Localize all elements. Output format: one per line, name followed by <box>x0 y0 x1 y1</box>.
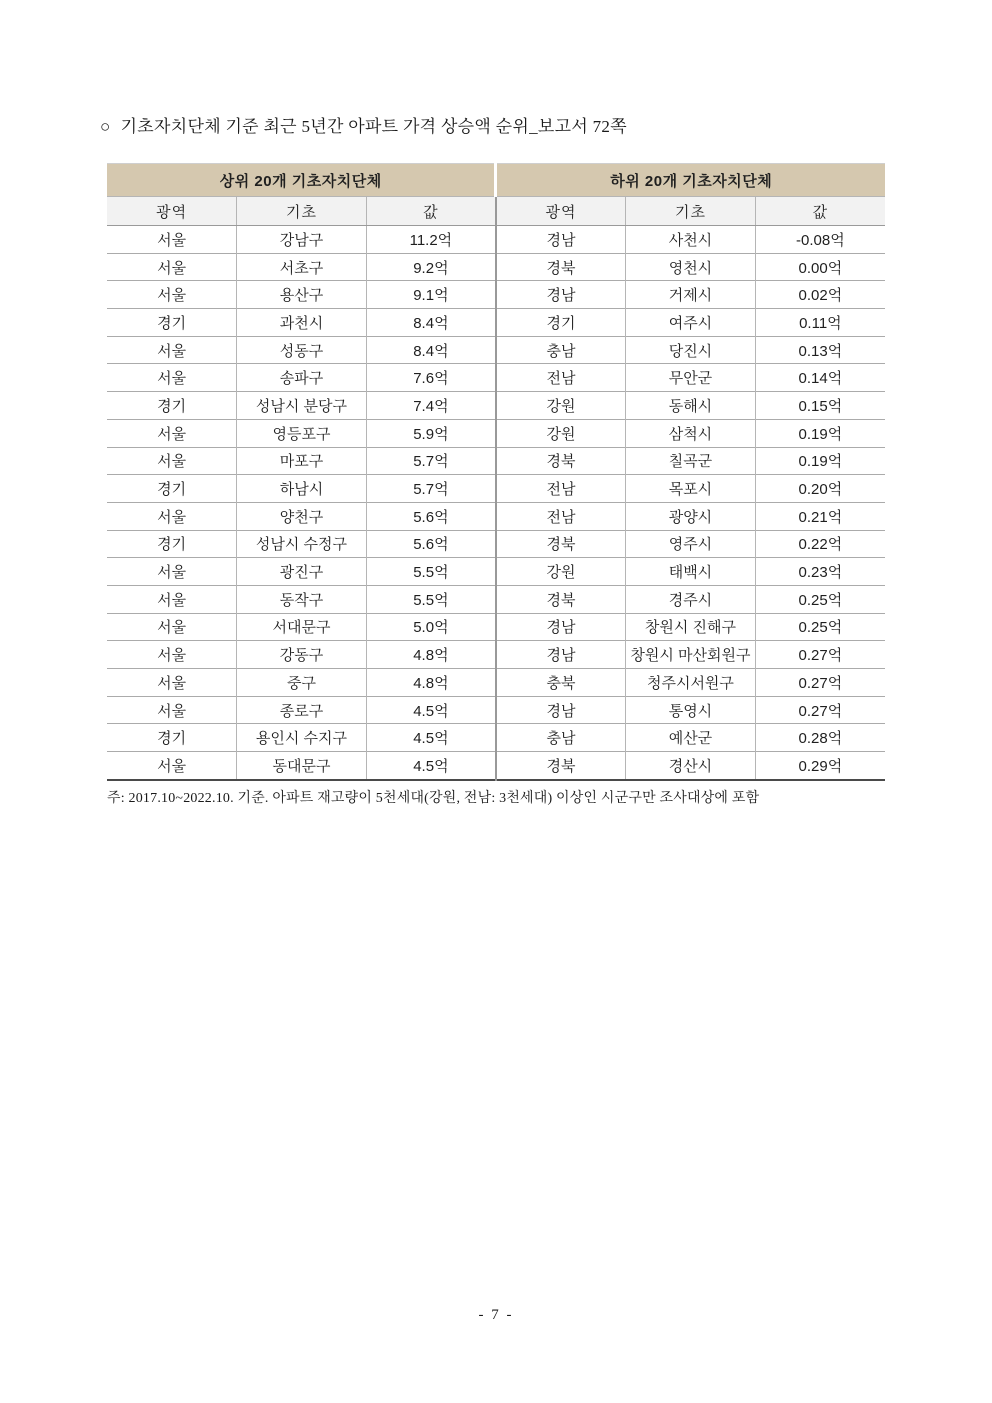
table-cell: 거제시 <box>626 281 756 309</box>
table-cell: 0.02억 <box>755 281 885 309</box>
table-cell: 목포시 <box>626 475 756 503</box>
table-row <box>107 392 885 420</box>
table-cell: 5.5억 <box>366 585 496 613</box>
table-cell: 4.8억 <box>366 669 496 697</box>
table-cell: 서울 <box>107 558 237 586</box>
table-cell: 0.27억 <box>755 669 885 697</box>
table-cell: 경기 <box>107 309 237 337</box>
table-row <box>107 752 885 780</box>
table-cell: 0.28억 <box>755 724 885 752</box>
table-cell: 서울 <box>107 364 237 392</box>
table-cell: 강남구 <box>237 226 367 254</box>
table-column-header-row <box>107 197 885 226</box>
column-header: 값 <box>366 197 496 226</box>
table-cell: 7.6억 <box>366 364 496 392</box>
table-cell: 0.27억 <box>755 696 885 724</box>
table-cell: 5.9억 <box>366 419 496 447</box>
circle-bullet-icon: ○ <box>100 117 111 136</box>
table-row <box>107 724 885 752</box>
table-cell: 광진구 <box>237 558 367 586</box>
table-cell: 11.2억 <box>366 226 496 254</box>
table-cell: 5.5억 <box>366 558 496 586</box>
ranking-table <box>107 163 885 781</box>
table-cell: -0.08억 <box>755 226 885 254</box>
table-cell: 영등포구 <box>237 419 367 447</box>
table-cell: 영천시 <box>626 253 756 281</box>
table-cell: 당진시 <box>626 336 756 364</box>
table-cell: 통영시 <box>626 696 756 724</box>
table-row <box>107 336 885 364</box>
column-header: 값 <box>755 197 885 226</box>
table-cell: 서울 <box>107 502 237 530</box>
table-cell: 경남 <box>496 641 626 669</box>
table-cell: 서울 <box>107 613 237 641</box>
table-cell: 동작구 <box>237 585 367 613</box>
table-cell: 전남 <box>496 364 626 392</box>
table-cell: 강원 <box>496 558 626 586</box>
table-cell: 경북 <box>496 447 626 475</box>
table-row <box>107 585 885 613</box>
table-cell: 8.4억 <box>366 336 496 364</box>
table-cell: 강원 <box>496 419 626 447</box>
table-cell: 5.6억 <box>366 530 496 558</box>
table-cell: 서울 <box>107 447 237 475</box>
table-cell: 경주시 <box>626 585 756 613</box>
table-cell: 여주시 <box>626 309 756 337</box>
table-cell: 경기 <box>496 309 626 337</box>
table-cell: 청주시서원구 <box>626 669 756 697</box>
table-cell: 0.21억 <box>755 502 885 530</box>
table-cell: 서울 <box>107 336 237 364</box>
table-cell: 서울 <box>107 585 237 613</box>
table-cell: 경기 <box>107 724 237 752</box>
page-title-text: 기초자치단체 기준 최근 5년간 아파트 가격 상승액 순위_보고서 72쪽 <box>120 117 627 136</box>
table-cell: 서울 <box>107 226 237 254</box>
table-cell: 0.25억 <box>755 585 885 613</box>
table-cell: 태백시 <box>626 558 756 586</box>
table-footnote: 주: 2017.10~2022.10. 기준. 아파트 재고량이 5천세대(강원, 전남: 3천세대) 이상인 시군구만 조사대상에 포함 <box>107 791 760 806</box>
table-row <box>107 419 885 447</box>
table-row <box>107 530 885 558</box>
table-row <box>107 641 885 669</box>
table-cell: 송파구 <box>237 364 367 392</box>
table-cell: 광양시 <box>626 502 756 530</box>
table-cell: 경산시 <box>626 752 756 780</box>
table-cell: 8.4억 <box>366 309 496 337</box>
table-cell: 0.14억 <box>755 364 885 392</box>
table-cell: 경북 <box>496 585 626 613</box>
table-cell: 중구 <box>237 669 367 697</box>
table-cell: 5.7억 <box>366 475 496 503</box>
column-header: 광역 <box>496 197 626 226</box>
table-cell: 5.6억 <box>366 502 496 530</box>
table-body <box>107 226 885 780</box>
table-cell: 성남시 수정구 <box>237 530 367 558</box>
table-cell: 충북 <box>496 669 626 697</box>
table-cell: 충남 <box>496 336 626 364</box>
table-cell: 서울 <box>107 419 237 447</box>
group-header-top20: 상위 20개 기초자치단체 <box>107 164 496 197</box>
table-row <box>107 696 885 724</box>
column-header: 기초 <box>237 197 367 226</box>
table-cell: 양천구 <box>237 502 367 530</box>
table-cell: 5.0억 <box>366 613 496 641</box>
table-row <box>107 475 885 503</box>
table-cell: 과천시 <box>237 309 367 337</box>
table-group-header-row <box>107 164 885 197</box>
table-row <box>107 558 885 586</box>
table-row <box>107 447 885 475</box>
table-cell: 서대문구 <box>237 613 367 641</box>
table-cell: 서울 <box>107 752 237 780</box>
ranking-table-container <box>107 163 885 781</box>
table-cell: 동해시 <box>626 392 756 420</box>
table-cell: 전남 <box>496 475 626 503</box>
table-cell: 서울 <box>107 696 237 724</box>
table-cell: 경남 <box>496 613 626 641</box>
table-cell: 0.19억 <box>755 447 885 475</box>
table-cell: 0.25억 <box>755 613 885 641</box>
table-cell: 서울 <box>107 253 237 281</box>
table-cell: 영주시 <box>626 530 756 558</box>
table-cell: 용산구 <box>237 281 367 309</box>
table-row <box>107 253 885 281</box>
page-title <box>100 112 627 137</box>
table-cell: 0.19억 <box>755 419 885 447</box>
table-row <box>107 309 885 337</box>
table-cell: 사천시 <box>626 226 756 254</box>
table-cell: 서울 <box>107 669 237 697</box>
table-cell: 강동구 <box>237 641 367 669</box>
table-cell: 0.15억 <box>755 392 885 420</box>
table-cell: 하남시 <box>237 475 367 503</box>
table-cell: 9.2억 <box>366 253 496 281</box>
table-cell: 경기 <box>107 392 237 420</box>
table-cell: 동대문구 <box>237 752 367 780</box>
table-cell: 창원시 진해구 <box>626 613 756 641</box>
table-row <box>107 364 885 392</box>
table-row <box>107 502 885 530</box>
table-cell: 5.7억 <box>366 447 496 475</box>
table-cell: 무안군 <box>626 364 756 392</box>
table-cell: 4.8억 <box>366 641 496 669</box>
table-row <box>107 226 885 254</box>
table-cell: 전남 <box>496 502 626 530</box>
table-cell: 용인시 수지구 <box>237 724 367 752</box>
table-cell: 경남 <box>496 696 626 724</box>
table-cell: 예산군 <box>626 724 756 752</box>
table-cell: 마포구 <box>237 447 367 475</box>
group-header-bottom20: 하위 20개 기초자치단체 <box>496 164 885 197</box>
table-row <box>107 613 885 641</box>
table-cell: 0.27억 <box>755 641 885 669</box>
column-header: 광역 <box>107 197 237 226</box>
table-cell: 삼척시 <box>626 419 756 447</box>
table-cell: 9.1억 <box>366 281 496 309</box>
table-cell: 0.20억 <box>755 475 885 503</box>
table-cell: 창원시 마산회원구 <box>626 641 756 669</box>
table-cell: 0.22억 <box>755 530 885 558</box>
table-cell: 4.5억 <box>366 752 496 780</box>
table-cell: 경북 <box>496 752 626 780</box>
table-cell: 강원 <box>496 392 626 420</box>
table-cell: 0.29억 <box>755 752 885 780</box>
table-cell: 0.00억 <box>755 253 885 281</box>
table-cell: 0.23억 <box>755 558 885 586</box>
column-header: 기초 <box>626 197 756 226</box>
table-cell: 성남시 분당구 <box>237 392 367 420</box>
page-number: - 7 - <box>478 1307 514 1323</box>
table-cell: 성동구 <box>237 336 367 364</box>
table-cell: 서울 <box>107 641 237 669</box>
table-cell: 경북 <box>496 530 626 558</box>
table-cell: 0.11억 <box>755 309 885 337</box>
table-row <box>107 281 885 309</box>
table-cell: 0.13억 <box>755 336 885 364</box>
table-cell: 경북 <box>496 253 626 281</box>
table-cell: 종로구 <box>237 696 367 724</box>
table-cell: 경기 <box>107 475 237 503</box>
table-cell: 경기 <box>107 530 237 558</box>
table-cell: 4.5억 <box>366 696 496 724</box>
table-cell: 서울 <box>107 281 237 309</box>
table-row <box>107 669 885 697</box>
table-cell: 경남 <box>496 281 626 309</box>
table-cell: 서초구 <box>237 253 367 281</box>
table-cell: 충남 <box>496 724 626 752</box>
table-cell: 7.4억 <box>366 392 496 420</box>
table-cell: 경남 <box>496 226 626 254</box>
table-cell: 칠곡군 <box>626 447 756 475</box>
table-cell: 4.5억 <box>366 724 496 752</box>
